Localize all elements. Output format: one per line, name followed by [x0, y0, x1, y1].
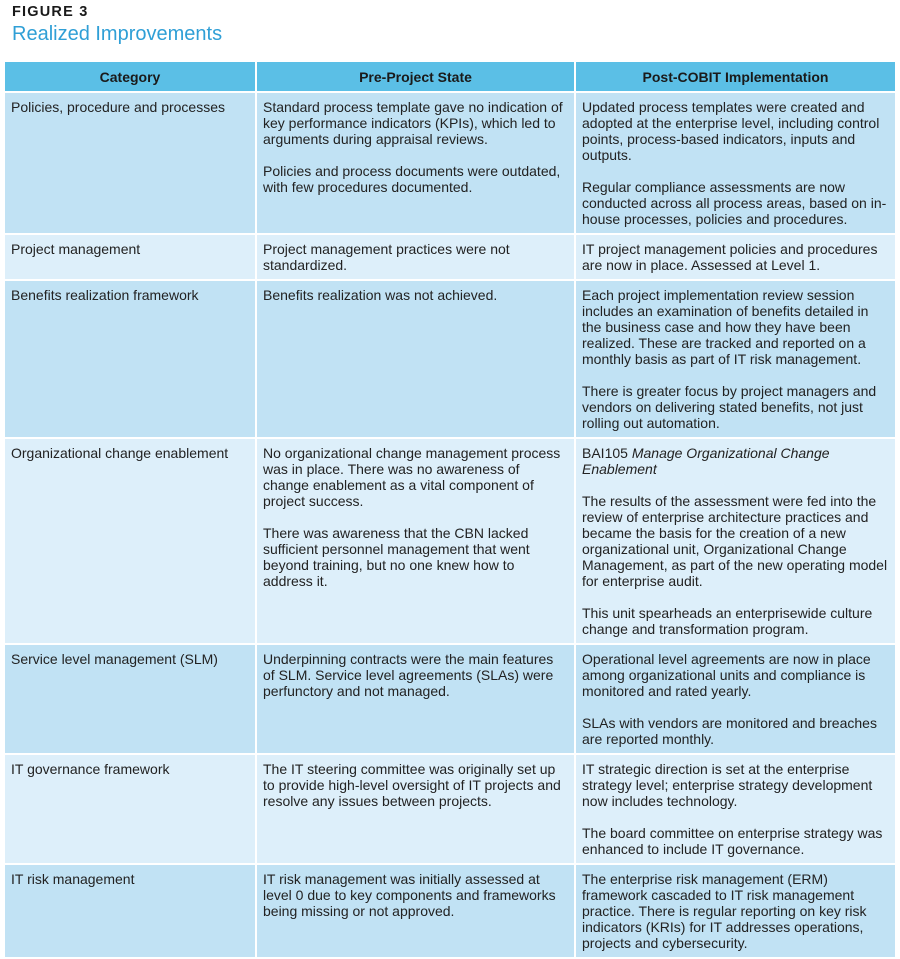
post-paragraph: This unit spearheads an enterprisewide culture change and transformation program.: [582, 605, 873, 637]
table-row: [5, 754, 895, 864]
post-cobit-cell: [575, 234, 895, 280]
figure-title: Realized Improvements: [12, 23, 223, 45]
category-cell: IT risk management: [5, 864, 256, 958]
pre-paragraph: No organizational change management process was in place. There was no awareness of change enablement as a vital component of project success.: [263, 445, 561, 509]
pre-paragraph: There was awareness that the CBN lacked sufficient personnel management that went beyond training, but no one knew how to address it.: [263, 525, 530, 589]
table-header-row: [5, 62, 895, 92]
post-cobit-cell: [575, 644, 895, 754]
category-cell: Benefits realization framework: [5, 280, 256, 438]
post-cobit-cell: [575, 754, 895, 864]
table-row: [5, 92, 895, 234]
pre-paragraph: Standard process template gave no indication of key performance indicators (KPIs), which led to arguments during appraisal reviews.: [263, 99, 563, 147]
post-code: BAI105: [582, 445, 628, 461]
post-cobit-cell: [575, 280, 895, 438]
pre-paragraph: Underpinning contracts were the main features of SLM. Service level agreements (SLAs) were perfunctory and not managed.: [263, 651, 554, 699]
pre-project-cell: [256, 92, 575, 234]
table-row: [5, 438, 895, 644]
pre-paragraph: Policies and process documents were outdated, with few procedures documented.: [263, 163, 561, 195]
post-paragraph: IT strategic direction is set at the enterprise strategy level; enterprise strategy development now includes technology.: [582, 761, 873, 809]
pre-project-cell: [256, 280, 575, 438]
table-row: [5, 644, 895, 754]
header-category: Category: [5, 62, 256, 92]
pre-paragraph: Benefits realization was not achieved.: [263, 287, 498, 303]
category-cell: IT governance framework: [5, 754, 256, 864]
pre-project-cell: [256, 438, 575, 644]
pre-project-cell: [256, 754, 575, 864]
post-paragraph: Each project implementation review session includes an examination of benefits detailed in the business case and how they have been realized. These are tracked and reported on a monthly basis as part of IT risk management.: [582, 287, 869, 367]
table-row: [5, 280, 895, 438]
pre-paragraph: IT risk management was initially assessed at level 0 due to key components and frameworks being missing or not approved.: [263, 871, 556, 919]
pre-paragraph: The IT steering committee was originally set up to provide high-level oversight of IT projects and resolve any issues between projects.: [263, 761, 561, 809]
post-paragraph: The board committee on enterprise strategy was enhanced to include IT governance.: [582, 825, 883, 857]
post-paragraph: The results of the assessment were fed into the review of enterprise architecture practices and became the basis for the creation of a new organizational unit, Organizational Change Management, as part of the new operating model for enterprise audit.: [582, 493, 888, 589]
pre-project-cell: [256, 234, 575, 280]
post-cobit-cell: [575, 92, 895, 234]
post-cobit-cell: [575, 438, 895, 644]
post-paragraph: SLAs with vendors are monitored and breaches are reported monthly.: [582, 715, 877, 747]
post-paragraph: There is greater focus by project managers and vendors on delivering stated benefits, not just rolling out automation.: [582, 383, 877, 431]
category-cell: Project management: [5, 234, 256, 280]
category-cell: Organizational change enablement: [5, 438, 256, 644]
figure-label: FIGURE 3: [12, 4, 89, 20]
pre-paragraph: Project management practices were not standardized.: [263, 241, 510, 273]
header-post-cobit-implementation: Post-COBIT Implementation: [575, 62, 895, 92]
table-row: [5, 234, 895, 280]
post-paragraph: Operational level agreements are now in place among organizational units and compliance is monitored and rated yearly.: [582, 651, 871, 699]
post-code-title: Manage Organizational Change Enablement: [582, 445, 830, 477]
post-paragraph: IT project management policies and procedures are now in place. Assessed at Level 1.: [582, 241, 878, 273]
post-paragraph: The enterprise risk management (ERM) framework cascaded to IT risk management practice. There is regular reporting on key risk indicators (KRIs) for IT addresses operations, projects and cybersecurity.: [582, 871, 867, 951]
post-paragraph: Regular compliance assessments are now conducted across all process areas, based on in-house processes, policies and procedures.: [582, 179, 887, 227]
improvements-table: [5, 62, 895, 959]
category-cell: Service level management (SLM): [5, 644, 256, 754]
category-cell: Policies, procedure and processes: [5, 92, 256, 234]
header-pre-project-state: Pre-Project State: [256, 62, 575, 92]
post-paragraph: Updated process templates were created and adopted at the enterprise level, including control points, process-based indicators, inputs and outputs.: [582, 99, 880, 163]
post-code-paragraph: [582, 445, 889, 477]
pre-project-cell: [256, 644, 575, 754]
